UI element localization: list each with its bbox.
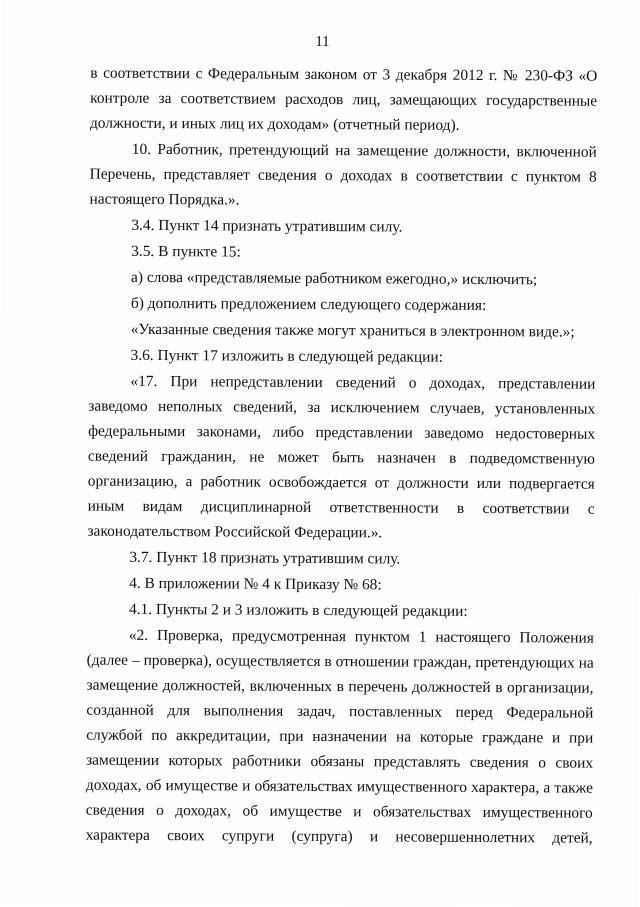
paragraph: 3.7. Пункт 18 признать утратившим силу. — [129, 548, 401, 568]
paragraph: а) слова «представляемые работником ежегодно,» исключить; — [130, 268, 538, 289]
paragraph: «17. При непредставлении сведений о доходах, представлении заведомо неполных сведений, за исключением случаев, установленных федеральными законами, либо представлении заведомо недостоверных сведений гражданин, не может быть назначен в подведомственную организацию, а работник освобождается от должности или подвергается иным видам дисциплинарной ответственности в соответствии с законодательством Российской Федерации.». — [87, 372, 596, 542]
paragraph: б) дополнить предложением следующего содержания: — [130, 294, 487, 315]
paragraph: 4. В приложении № 4 к Приказу № 68: — [129, 574, 382, 594]
paragraph: 10. Работник, претендующий на замещение должности, включенной Перечень, представляет сведения о доходах в соответствии с пунктом 8 настоящего Порядка.». — [89, 140, 597, 209]
paragraph: 3.5. В пункте 15: — [131, 242, 241, 261]
paragraph: в соответствии с Федеральным законом от 3 декабря 2012 г. № 230-ФЗ «О контроле за соответствием расходов лиц, замещающих государственные должности, и иных лиц их доходам» (отчетный период). — [89, 64, 598, 134]
paragraph: 3.4. Пункт 14 признать утратившим силу. — [131, 216, 403, 236]
document-body — [86, 61, 598, 851]
paragraph: 3.6. Пункт 17 изложить в следующей редакции: — [130, 346, 443, 366]
page-number: 11 — [315, 33, 330, 51]
paragraph: «2. Проверка, предусмотренная пунктом 1 настоящего Положения (далее – проверка), осуществляется в отношении граждан, претендующих на замещение должностей, включенных в перечень должностей в организации, созданной для выполнения задач, поставленных перед Федеральной службой по аккредитации, при назначении на которые граждане и при замещении которых работники обязаны представлять сведения о своих доходах, об имуществе и обязательствах имущественного характера, а также сведения о доходах, об имуществе и обязательствах имущественного характера своих супруги (супруга) и несовершеннолетних детей, — [85, 626, 594, 847]
paragraph: 4.1. Пункты 2 и 3 изложить в следующей редакции: — [128, 600, 468, 620]
paragraph: «Указанные сведения также могут храниться в электронном виде.»; — [130, 320, 575, 341]
